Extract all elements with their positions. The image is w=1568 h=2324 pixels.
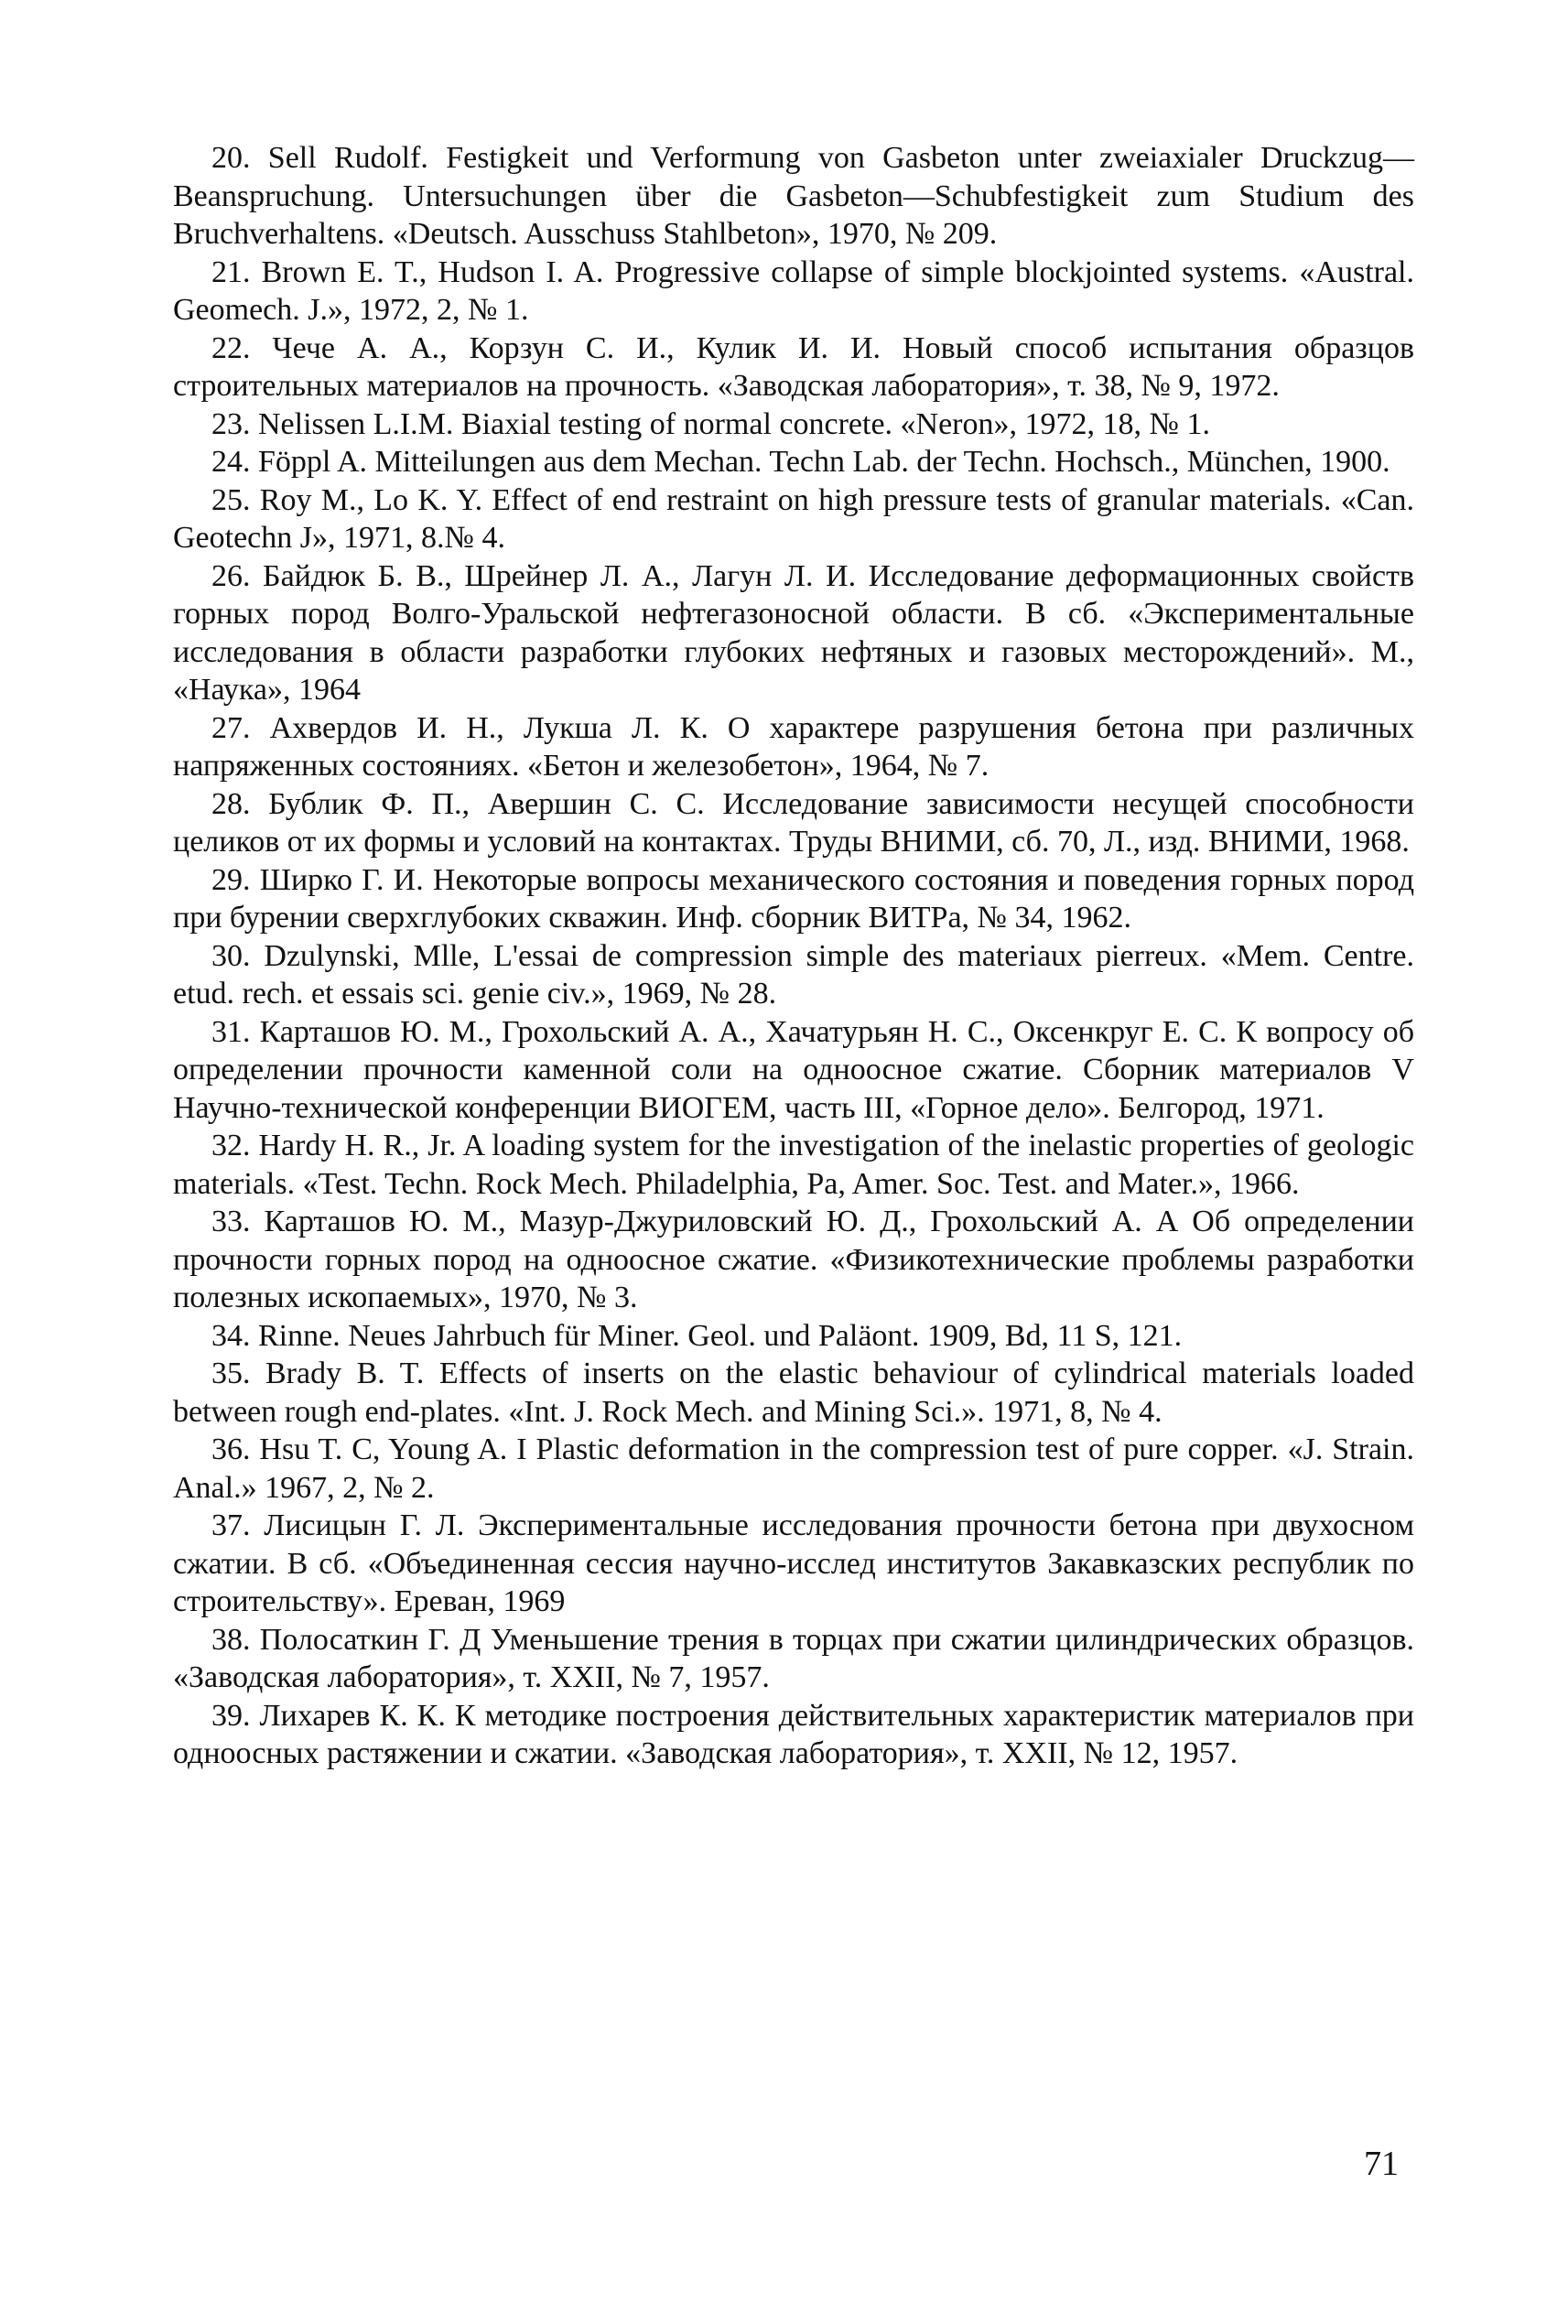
reference-item: 20. Sell Rudolf. Festigkeit und Verformung von Gasbeton unter zweiaxialer Druckzug—Beanspruchung. Untersuchungen über die Gasbeton—Schubfestigkeit zum Studium des Bruchverhaltens. «Deutsch. Ausschuss Stahlbeton», 1970, № 209. <box>173 141 1414 251</box>
reference-item: 27. Ахвердов И. Н., Лукша Л. К. О характере разрушения бетона при различных напряженных состояниях. «Бетон и железобетон», 1964, № 7. <box>173 710 1414 783</box>
reference-item: 39. Лихарев К. К. К методике построения действительных характеристик материалов при одноосных растяжении и сжатии. «Заводская лаборатория», т. XXII, № 12, 1957. <box>173 1698 1414 1770</box>
reference-item: 29. Ширко Г. И. Некоторые вопросы механического состояния и поведения горных пород при бурении сверхглубоких скважин. Инф. сборник ВИТРа, № 34, 1962. <box>173 862 1414 935</box>
reference-item: 38. Полосаткин Г. Д Уменьшение трения в торцах при сжатии цилиндрических образцов. «Заводская лаборатория», т. XXII, № 7, 1957. <box>173 1622 1414 1694</box>
reference-item: 37. Лисицын Г. Л. Экспериментальные исследования прочности бетона при двухосном сжатии. В сб. «Объединенная сессия научно-исслед институтов Закавказских республик по строительству». Ереван, 1969 <box>173 1508 1414 1618</box>
reference-item: 30. Dzulynski, Mlle, L'essai de compression simple des materiaux pierreux. «Mem. Centre. etud. rech. et essais sci. genie civ.», 1969, № 28. <box>173 938 1414 1011</box>
reference-item: 32. Hardy H. R., Jr. A loading system for the investigation of the inelastic properties of geologic materials. «Test. Techn. Rock Mech. Philadelphia, Pa, Amer. Soc. Test. and Mater.», 1966. <box>173 1129 1414 1201</box>
reference-item: 26. Байдюк Б. В., Шрейнер Л. А., Лагун Л. И. Исследование деформационных свойств горных пород Волго-Уральской нефтегазоносной области. В сб. «Экспериментальные исследования в области разработки глубоких нефтяных и газовых месторождений». М., «Наука», 1964 <box>173 558 1414 707</box>
reference-item: 28. Бублик Ф. П., Авершин С. С. Исследование зависимости несущей способности целиков от их формы и условий на контактах. Труды ВНИМИ, сб. 70, Л., изд. ВНИМИ, 1968. <box>173 786 1414 859</box>
reference-item: 35. Brady B. T. Effects of inserts on the elastic behaviour of cylindrical materials loaded between rough end-plates. «Int. J. Rock Mech. and Mining Sci.». 1971, 8, № 4. <box>173 1357 1414 1429</box>
reference-item: 34. Rinne. Neues Jahrbuch für Miner. Geol. und Paläont. 1909, Bd, 11 S, 121. <box>211 1318 1183 1353</box>
reference-item: 31. Карташов Ю. М., Грохольский А. А., Хачатурьян Н. С., Оксенкруг Е. С. К вопросу об определении прочности каменной соли на одноосное сжатие. Сборник материалов V Научно-технической конференции ВИОГЕМ, часть III, «Горное дело». Белгород, 1971. <box>173 1014 1414 1125</box>
page-number: 71 <box>1364 2145 1399 2183</box>
reference-item: 36. Hsu T. C, Young A. I Plastic deformation in the compression test of pure copper. «J. Strain. Anal.» 1967, 2, № 2. <box>173 1432 1414 1505</box>
reference-item: 24. Föppl A. Mitteilungen aus dem Mechan. Techn Lab. der Techn. Hochsch., München, 1900. <box>211 445 1390 479</box>
reference-item: 21. Brown E. T., Hudson I. A. Progressive collapse of simple blockjointed systems. «Austral. Geomech. J.», 1972, 2, № 1. <box>173 254 1414 327</box>
reference-item: 22. Чече А. А., Корзун С. И., Кулик И. И. Новый способ испытания образцов строительных материалов на прочность. «Заводская лаборатория», т. 38, № 9, 1972. <box>173 330 1414 403</box>
reference-item: 33. Карташов Ю. М., Мазур-Джуриловский Ю. Д., Грохольский А. А Об определении прочности горных пород на одноосное сжатие. «Физикотехнические проблемы разработки полезных ископаемых», 1970, № 3. <box>173 1205 1414 1314</box>
reference-item: 23. Nelissen L.I.M. Biaxial testing of normal concrete. «Neron», 1972, 18, № 1. <box>211 406 1210 441</box>
reference-list <box>173 139 1414 1773</box>
reference-item: 25. Roy M., Lo K. Y. Effect of end restraint on high pressure tests of granular materials. «Can. Geotechn J», 1971, 8.№ 4. <box>173 482 1414 555</box>
